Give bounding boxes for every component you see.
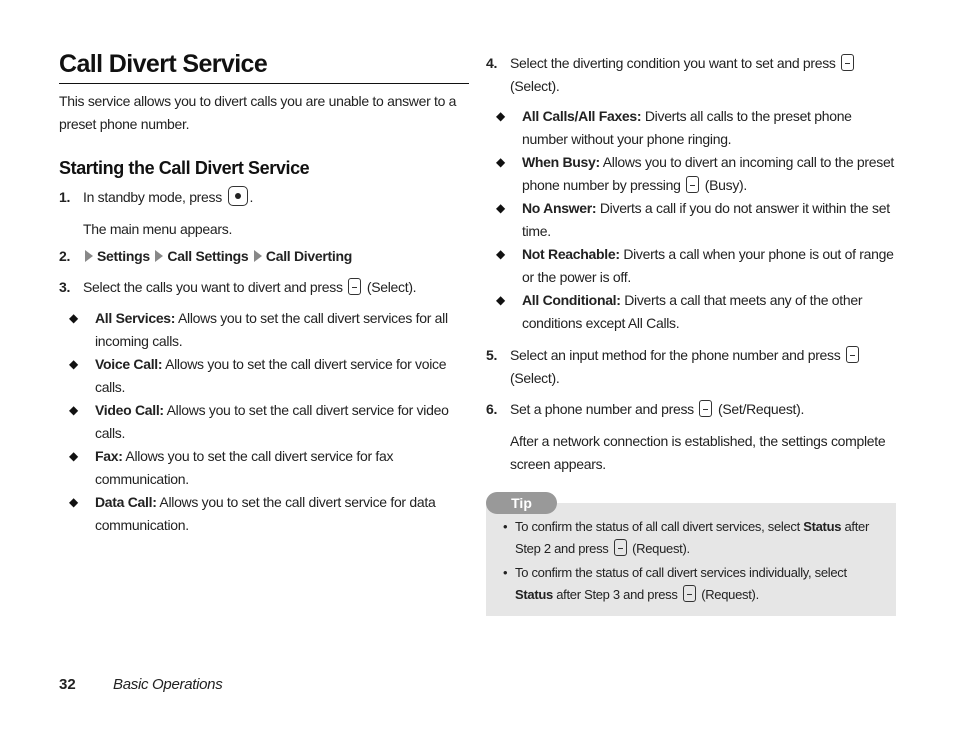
diamond-bullet-icon: ◆ bbox=[496, 293, 505, 307]
step-number: 2. bbox=[59, 248, 71, 264]
option-desc: Diverts all calls to the preset phone number without your phone ringing. bbox=[522, 108, 852, 147]
menu-arrow-icon bbox=[155, 250, 163, 262]
tip-text: To confirm the status of all call divert services, select bbox=[515, 519, 800, 534]
option-label: All Services: bbox=[95, 310, 176, 326]
step-4-options bbox=[486, 105, 896, 335]
step-number: 5. bbox=[486, 347, 498, 363]
step-number: 6. bbox=[486, 401, 498, 417]
option-label: Not Reachable: bbox=[522, 246, 620, 262]
option-label: Voice Call: bbox=[95, 356, 163, 372]
step-4 bbox=[486, 52, 896, 98]
diamond-bullet-icon: ◆ bbox=[69, 449, 78, 463]
diamond-bullet-icon: ◆ bbox=[69, 403, 78, 417]
soft-key-icon bbox=[686, 176, 699, 193]
soft-key-icon bbox=[841, 54, 854, 71]
list-item bbox=[486, 289, 896, 335]
tip-badge: Tip bbox=[486, 492, 557, 514]
option-label: No Answer: bbox=[522, 200, 597, 216]
diamond-bullet-icon: ◆ bbox=[496, 247, 505, 261]
list-item bbox=[486, 243, 896, 289]
step-2 bbox=[59, 245, 469, 268]
bullet-dot-icon: • bbox=[503, 519, 508, 534]
tip-list bbox=[503, 516, 888, 608]
soft-key-icon bbox=[348, 278, 361, 295]
page-number: 32 bbox=[59, 676, 76, 693]
option-label: Fax: bbox=[95, 448, 123, 464]
list-item bbox=[486, 151, 896, 197]
bullet-dot-icon: • bbox=[503, 565, 508, 580]
menu-path-item: Settings bbox=[97, 248, 150, 264]
tip-text: after Step 2 and press bbox=[515, 519, 869, 556]
menu-arrow-icon bbox=[85, 250, 93, 262]
step-1 bbox=[59, 186, 469, 209]
soft-key-icon bbox=[614, 539, 627, 556]
soft-key-icon bbox=[683, 585, 696, 602]
step-text: Set a phone number and press bbox=[510, 401, 694, 417]
option-label: Video Call: bbox=[95, 402, 164, 418]
step-text: Select an input method for the phone number and press bbox=[510, 347, 841, 363]
tip-item bbox=[503, 562, 888, 606]
menu-path-item: Call Diverting bbox=[265, 248, 352, 264]
diamond-bullet-icon: ◆ bbox=[69, 495, 78, 509]
list-item bbox=[486, 197, 896, 243]
step-text-end: (Select). bbox=[510, 370, 560, 386]
option-desc: Diverts a call that meets any of the other conditions except All Calls. bbox=[522, 292, 863, 331]
intro-paragraph: This service allows you to divert calls you are unable to answer to a preset phone number. bbox=[59, 93, 457, 132]
soft-key-icon bbox=[699, 400, 712, 417]
step-number: 4. bbox=[486, 55, 498, 71]
tip-text: after Step 3 and press bbox=[556, 587, 678, 602]
tip-text-end: (Request). bbox=[701, 587, 759, 602]
option-desc: Allows you to set the call divert services for all incoming calls. bbox=[95, 310, 448, 349]
page-footer bbox=[59, 676, 222, 693]
right-column bbox=[486, 50, 896, 476]
step-6-note: After a network connection is established, the settings complete screen appears. bbox=[510, 433, 886, 472]
tip-item bbox=[503, 516, 888, 560]
list-item bbox=[59, 399, 469, 445]
page-title: Call Divert Service bbox=[59, 50, 469, 84]
step-5 bbox=[486, 344, 896, 390]
step-text: Select the diverting condition you want to set and press bbox=[510, 55, 836, 71]
option-label: Data Call: bbox=[95, 494, 157, 510]
menu-arrow-icon bbox=[254, 250, 262, 262]
menu-path-item: Call Settings bbox=[167, 248, 249, 264]
step-1-note: The main menu appears. bbox=[83, 221, 233, 237]
diamond-bullet-icon: ◆ bbox=[69, 311, 78, 325]
section-heading: Starting the Call Divert Service bbox=[59, 158, 310, 178]
step-number: 3. bbox=[59, 279, 71, 295]
section-name: Basic Operations bbox=[113, 676, 223, 693]
diamond-bullet-icon: ◆ bbox=[496, 155, 505, 169]
option-label: All Calls/All Faxes: bbox=[522, 108, 642, 124]
option-desc-end: (Busy). bbox=[704, 177, 748, 193]
step-text-end: (Set/Request). bbox=[718, 401, 805, 417]
step-text-end: (Select). bbox=[510, 78, 560, 94]
list-item bbox=[59, 445, 469, 491]
option-desc: Allows you to divert an incoming call to the preset phone number by pressing bbox=[522, 154, 895, 193]
option-label: All Conditional: bbox=[522, 292, 621, 308]
list-item bbox=[59, 307, 469, 353]
step-text-end: . bbox=[249, 189, 254, 205]
left-column bbox=[59, 50, 469, 537]
diamond-bullet-icon: ◆ bbox=[69, 357, 78, 371]
step-text-end: (Select). bbox=[366, 279, 417, 295]
list-item bbox=[59, 353, 469, 399]
soft-key-icon bbox=[846, 346, 859, 363]
option-label: When Busy: bbox=[522, 154, 600, 170]
option-desc: Allows you to set the call divert service for fax communication. bbox=[95, 448, 394, 487]
option-desc: Allows you to set the call divert service for video calls. bbox=[95, 402, 449, 441]
step-6 bbox=[486, 398, 896, 421]
tip-bold: Status bbox=[515, 587, 553, 602]
step-number: 1. bbox=[59, 189, 71, 205]
option-desc: Diverts a call if you do not answer it within the set time. bbox=[522, 200, 890, 239]
diamond-bullet-icon: ◆ bbox=[496, 201, 505, 215]
step-3 bbox=[59, 276, 469, 299]
tip-text-end: (Request). bbox=[632, 541, 690, 556]
step-text: In standby mode, press bbox=[83, 189, 222, 205]
option-desc: Allows you to set the call divert service for data communication. bbox=[95, 494, 436, 533]
tip-text: To confirm the status of call divert services individually, select bbox=[515, 565, 847, 580]
option-desc: Diverts a call when your phone is out of range or the power is off. bbox=[522, 246, 894, 285]
center-key-icon bbox=[228, 186, 248, 206]
diamond-bullet-icon: ◆ bbox=[496, 109, 505, 123]
list-item bbox=[486, 105, 896, 151]
step-text: Select the calls you want to divert and press bbox=[83, 279, 343, 295]
list-item bbox=[59, 491, 469, 537]
option-desc: Allows you to set the call divert service for voice calls. bbox=[95, 356, 447, 395]
tip-bold: Status bbox=[803, 519, 842, 534]
step-3-options bbox=[59, 307, 469, 537]
